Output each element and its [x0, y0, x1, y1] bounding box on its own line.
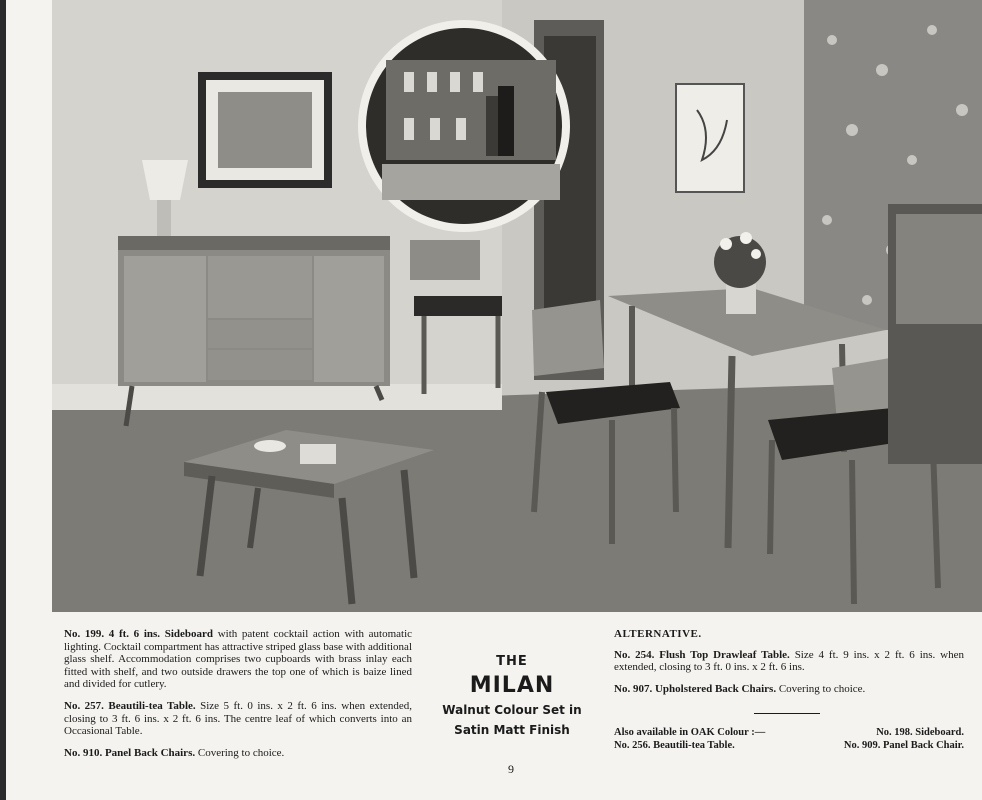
room-illustration: [52, 0, 982, 612]
tea-table-description: [64, 700, 412, 738]
drawleaf-name: Flush Top Drawleaf Table.: [659, 648, 790, 661]
sideboard-number: No. 199.: [64, 628, 105, 640]
oak-availability: [614, 726, 964, 752]
sideboard-name: Sideboard: [164, 628, 214, 640]
right-description-column: [614, 628, 964, 752]
oak-chair: No. 909. Panel Back Chair.: [843, 740, 964, 752]
chairs-description: [64, 747, 412, 760]
chairs-body: Covering to choice.: [197, 746, 285, 759]
tea-table-name: Beautili-tea Table.: [108, 699, 196, 712]
finish-line-1: Walnut Colour Set in: [442, 703, 582, 717]
upholstered-chairs-description: [614, 683, 964, 696]
finish-line-2: Satin Matt Finish: [454, 723, 570, 737]
left-description-column: [64, 628, 412, 768]
sideboard-body: with patent cocktail action with automatic lighting. Cocktail compartment has attractive striped glass base with additional glass shelf. Accommodation comprises two cupboards with brass inlay each fitted with shelf, and two outside drawers the top one of which is baize lined and divided for cutlery.: [64, 628, 413, 691]
title-milan: MILAN: [469, 673, 555, 698]
alternative-heading: ALTERNATIVE.: [614, 628, 702, 640]
divider-rule: [754, 713, 820, 714]
chairs-number: No. 910.: [64, 746, 103, 759]
title-the: THE: [496, 654, 528, 669]
catalogue-photo: [52, 0, 982, 612]
drawleaf-body: Size 4 ft. 9 ins. x 2 ft. 6 ins. when extended, closing to 3 ft. 0 ins. x 2 ft. 6 ins.: [614, 648, 965, 674]
set-title-block: [430, 654, 594, 738]
sideboard-description: [64, 628, 412, 691]
oak-sideboard: No. 198. Sideboard.: [876, 727, 964, 739]
upholstered-body: Covering to choice.: [778, 682, 866, 695]
page-binding-edge: [0, 0, 6, 800]
drawleaf-number: No. 254.: [614, 648, 655, 661]
oak-tea-table: No. 256. Beautili-tea Table.: [614, 740, 735, 752]
upholstered-number: No. 907.: [614, 682, 653, 695]
tea-table-number: No. 257.: [64, 699, 104, 712]
oak-label: Also available in OAK Colour :—: [614, 727, 766, 739]
drawleaf-table-description: [614, 649, 964, 674]
sideboard-size: 4 ft. 6 ins.: [108, 628, 161, 640]
chairs-name: Panel Back Chairs.: [104, 746, 196, 759]
page-number: 9: [508, 762, 514, 776]
upholstered-name: Upholstered Back Chairs.: [654, 682, 777, 695]
tea-table-body: Size 5 ft. 0 ins. x 2 ft. 6 ins. when extended, closing to 3 ft. 6 ins. x 2 ft. 6 ins. The centre leaf of which converts into an Occasional Table.: [64, 699, 413, 738]
